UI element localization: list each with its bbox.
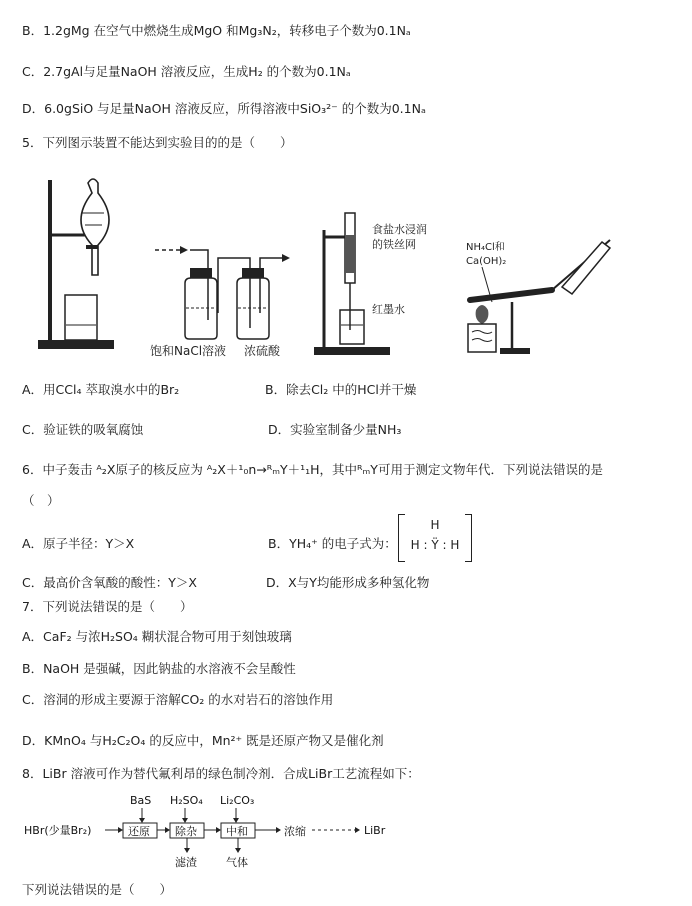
q5-option-b: B．除去Cl₂ 中的HCl并干燥 bbox=[265, 382, 417, 397]
figure-wash-bottles bbox=[150, 238, 310, 360]
q7-option-b: B．NaOH 是强碱，因此钠盐的水溶液不会呈酸性 bbox=[22, 661, 296, 676]
flow-out2: 滤渣 bbox=[175, 856, 197, 869]
q4-option-c: C．2.7gAl与足量NaOH 溶液反应，生成H₂ 的个数为0.1Nₐ bbox=[22, 64, 351, 79]
flow-reagent2: H₂SO₄ bbox=[170, 794, 203, 807]
label-salt-mesh-1: 食盐水浸润 bbox=[372, 223, 427, 236]
q6-paren: （ ） bbox=[22, 493, 60, 508]
q7-option-a: A．CaF₂ 与浓H₂SO₄ 糊状混合物可用于刻蚀玻璃 bbox=[22, 629, 292, 644]
flow-step2: 除杂 bbox=[175, 825, 197, 838]
q5-option-a: A．用CCl₄ 萃取溴水中的Br₂ bbox=[22, 382, 180, 397]
label-conc-h2so4: 浓硫酸 bbox=[244, 344, 281, 358]
label-caoh2: Ca(OH)₂ bbox=[466, 256, 507, 267]
q4-option-d: D．6.0gSiO 与足量NaOH 溶液反应，所得溶液中SiO₃²⁻ 的个数为0.1Nₐ bbox=[22, 101, 426, 116]
q6-stem: 6．中子轰击 ᴬ₂X原子的核反应为 ᴬ₂X＋¹₀n→ᴿₘY＋¹₁H，其中ᴿₘY可用于测定文物年代．下列说法错误的是 bbox=[22, 462, 603, 477]
label-salt-mesh-2: 的铁丝网 bbox=[372, 238, 416, 251]
formula-top: H bbox=[430, 518, 440, 532]
q6-option-b: B．YH₄⁺ 的电子式为： bbox=[268, 536, 397, 551]
flow-product: LiBr bbox=[364, 824, 386, 837]
electron-formula bbox=[398, 514, 472, 562]
label-red-ink: 红墨水 bbox=[372, 303, 405, 316]
flow-step1: 还原 bbox=[128, 825, 150, 838]
flow-input: HBr(少量Br₂) bbox=[24, 824, 92, 837]
label-sat-nacl: 饱和NaCl溶液 bbox=[150, 344, 227, 358]
q4-option-b: B．1.2gMg 在空气中燃烧生成MgO 和Mg₃N₂，转移电子个数为0.1Nₐ bbox=[22, 23, 411, 38]
label-nh4cl: NH₄Cl和 bbox=[466, 242, 505, 253]
q7-stem: 7．下列说法错误的是（ ） bbox=[22, 599, 193, 614]
q6-option-a: A．原子半径：Y＞X bbox=[22, 536, 135, 551]
q8-tail: 下列说法错误的是（ ） bbox=[22, 882, 173, 897]
flow-out3: 气体 bbox=[226, 856, 248, 869]
flowchart bbox=[22, 790, 422, 870]
q6-option-c: C．最高价含氧酸的酸性：Y＞X bbox=[22, 575, 197, 590]
q8-stem: 8．LiBr 溶液可作为替代氟利昂的绿色制冷剂．合成LiBr工艺流程如下： bbox=[22, 766, 420, 781]
flow-reagent3: Li₂CO₃ bbox=[220, 794, 255, 807]
flow-step4: 浓缩 bbox=[284, 825, 306, 838]
flow-step3: 中和 bbox=[226, 825, 248, 838]
flow-reagent1: BaS bbox=[130, 794, 152, 807]
q5-option-d: D．实验室制备少量NH₃ bbox=[268, 422, 402, 437]
q7-option-d: D．KMnO₄ 与H₂C₂O₄ 的反应中，Mn²⁺ 既是还原产物又是催化剂 bbox=[22, 733, 384, 748]
q5-option-c: C．验证铁的吸氧腐蚀 bbox=[22, 422, 144, 437]
q6-option-d: D．X与Y均能形成多种氢化物 bbox=[266, 575, 430, 590]
q7-option-c: C．溶洞的形成主要源于溶解CO₂ 的水对岩石的溶蚀作用 bbox=[22, 692, 334, 707]
formula-mid: H : Ÿ : H bbox=[410, 538, 460, 552]
figure-separatory-funnel bbox=[30, 165, 120, 355]
q5-stem: 5．下列图示装置不能达到实验目的的是（ ） bbox=[22, 135, 293, 150]
